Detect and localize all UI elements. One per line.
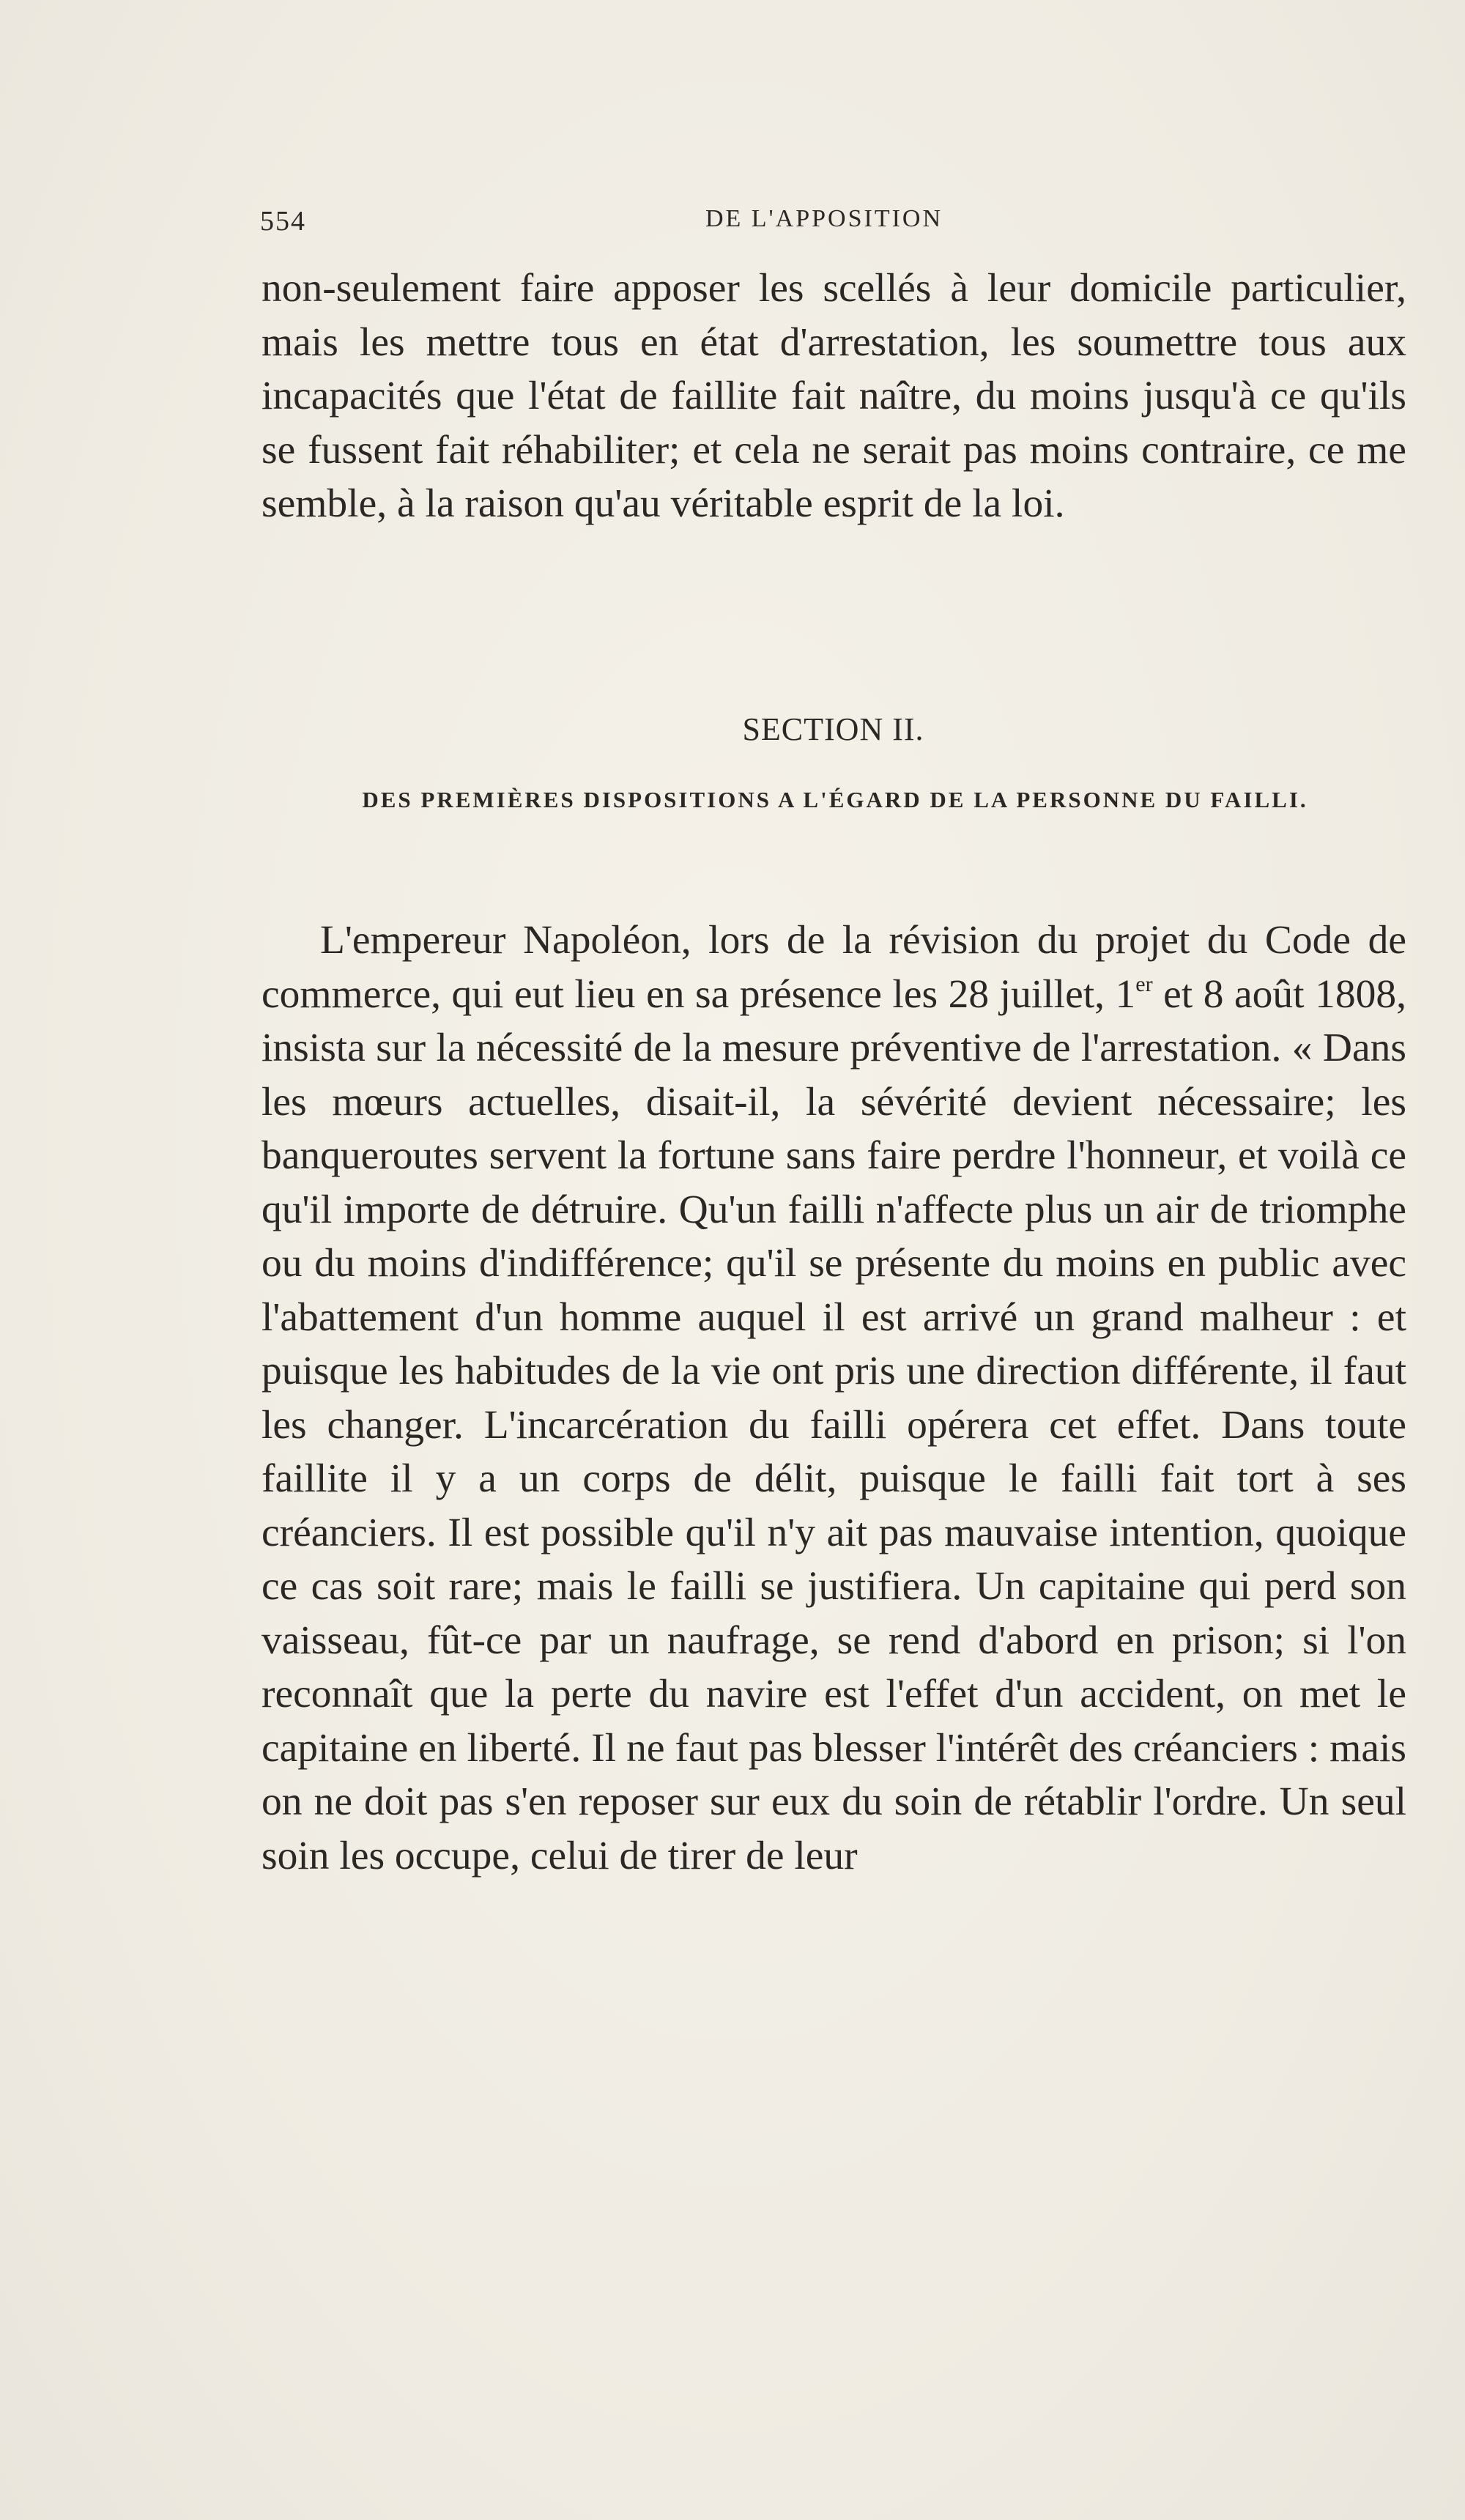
section-subheading: DES PREMIÈRES DISPOSITIONS A L'ÉGARD DE LA PERSONNE DU FAILLI.: [362, 787, 1308, 812]
opening-text-block: [262, 262, 1406, 531]
paragraph-text-start: L'empereur Napoléon, lors de la révision du projet du Code de commerce, qui eut lieu en sa présence les 28 juillet, 1: [262, 918, 1406, 1017]
running-title: DE L'APPOSITION: [705, 205, 943, 232]
body-paragraph: [262, 914, 1406, 1883]
opening-paragraph: non-seulement faire apposer les scellés à leur domicile particulier, mais les mettre tous en état d'arrestation, les soumettre tous aux incapacités que l'état de faillite fait naître, du moins jusqu'à ce qu'ils se fussent fait réhabiliter; et cela ne serait pas moins contraire, ce me semble, à la raison qu'au véritable esprit de la loi.: [262, 266, 1406, 526]
page-number: 554: [260, 206, 306, 237]
running-header: [260, 205, 1388, 242]
ordinal-superscript: er: [1135, 971, 1153, 996]
main-text-block: [262, 914, 1406, 1883]
section-heading: SECTION II.: [742, 711, 924, 747]
paragraph-text-continued: et 8 août 1808, insista sur la nécessité de la mesure préventive de l'arrestation. « Dans les mœurs actuelles, disait-il, la sévérité devient nécessaire; les banqueroutes servent la fortune sans faire perdre l'honneur, et voilà ce qu'il importe de détruire. Qu'un failli n'affecte plus un air de triomphe ou du moins d'indifférence; qu'il se présente du moins en public avec l'abattement d'un homme auquel il est arrivé un grand malheur : et puisque les habitudes de la vie ont pris une direction différente, il faut les changer. L'incarcération du failli opérera cet effet. Dans toute faillite il y a un corps de délit, puisque le failli fait tort à ses créanciers. Il est possible qu'il n'y ait pas mauvaise intention, quoique ce cas soit rare; mais le failli se justifiera. Un capitaine qui perd son vaisseau, fût-ce par un naufrage, se rend d'abord en prison; si l'on reconnaît que la perte du navire est l'effet d'un accident, on met le capitaine en liberté. Il ne faut pas blesser l'intérêt des créanciers : mais on ne doit pas s'en reposer sur eux du soin de rétablir l'ordre. Un seul soin les occupe, celui de tirer de leur: [262, 971, 1406, 1878]
